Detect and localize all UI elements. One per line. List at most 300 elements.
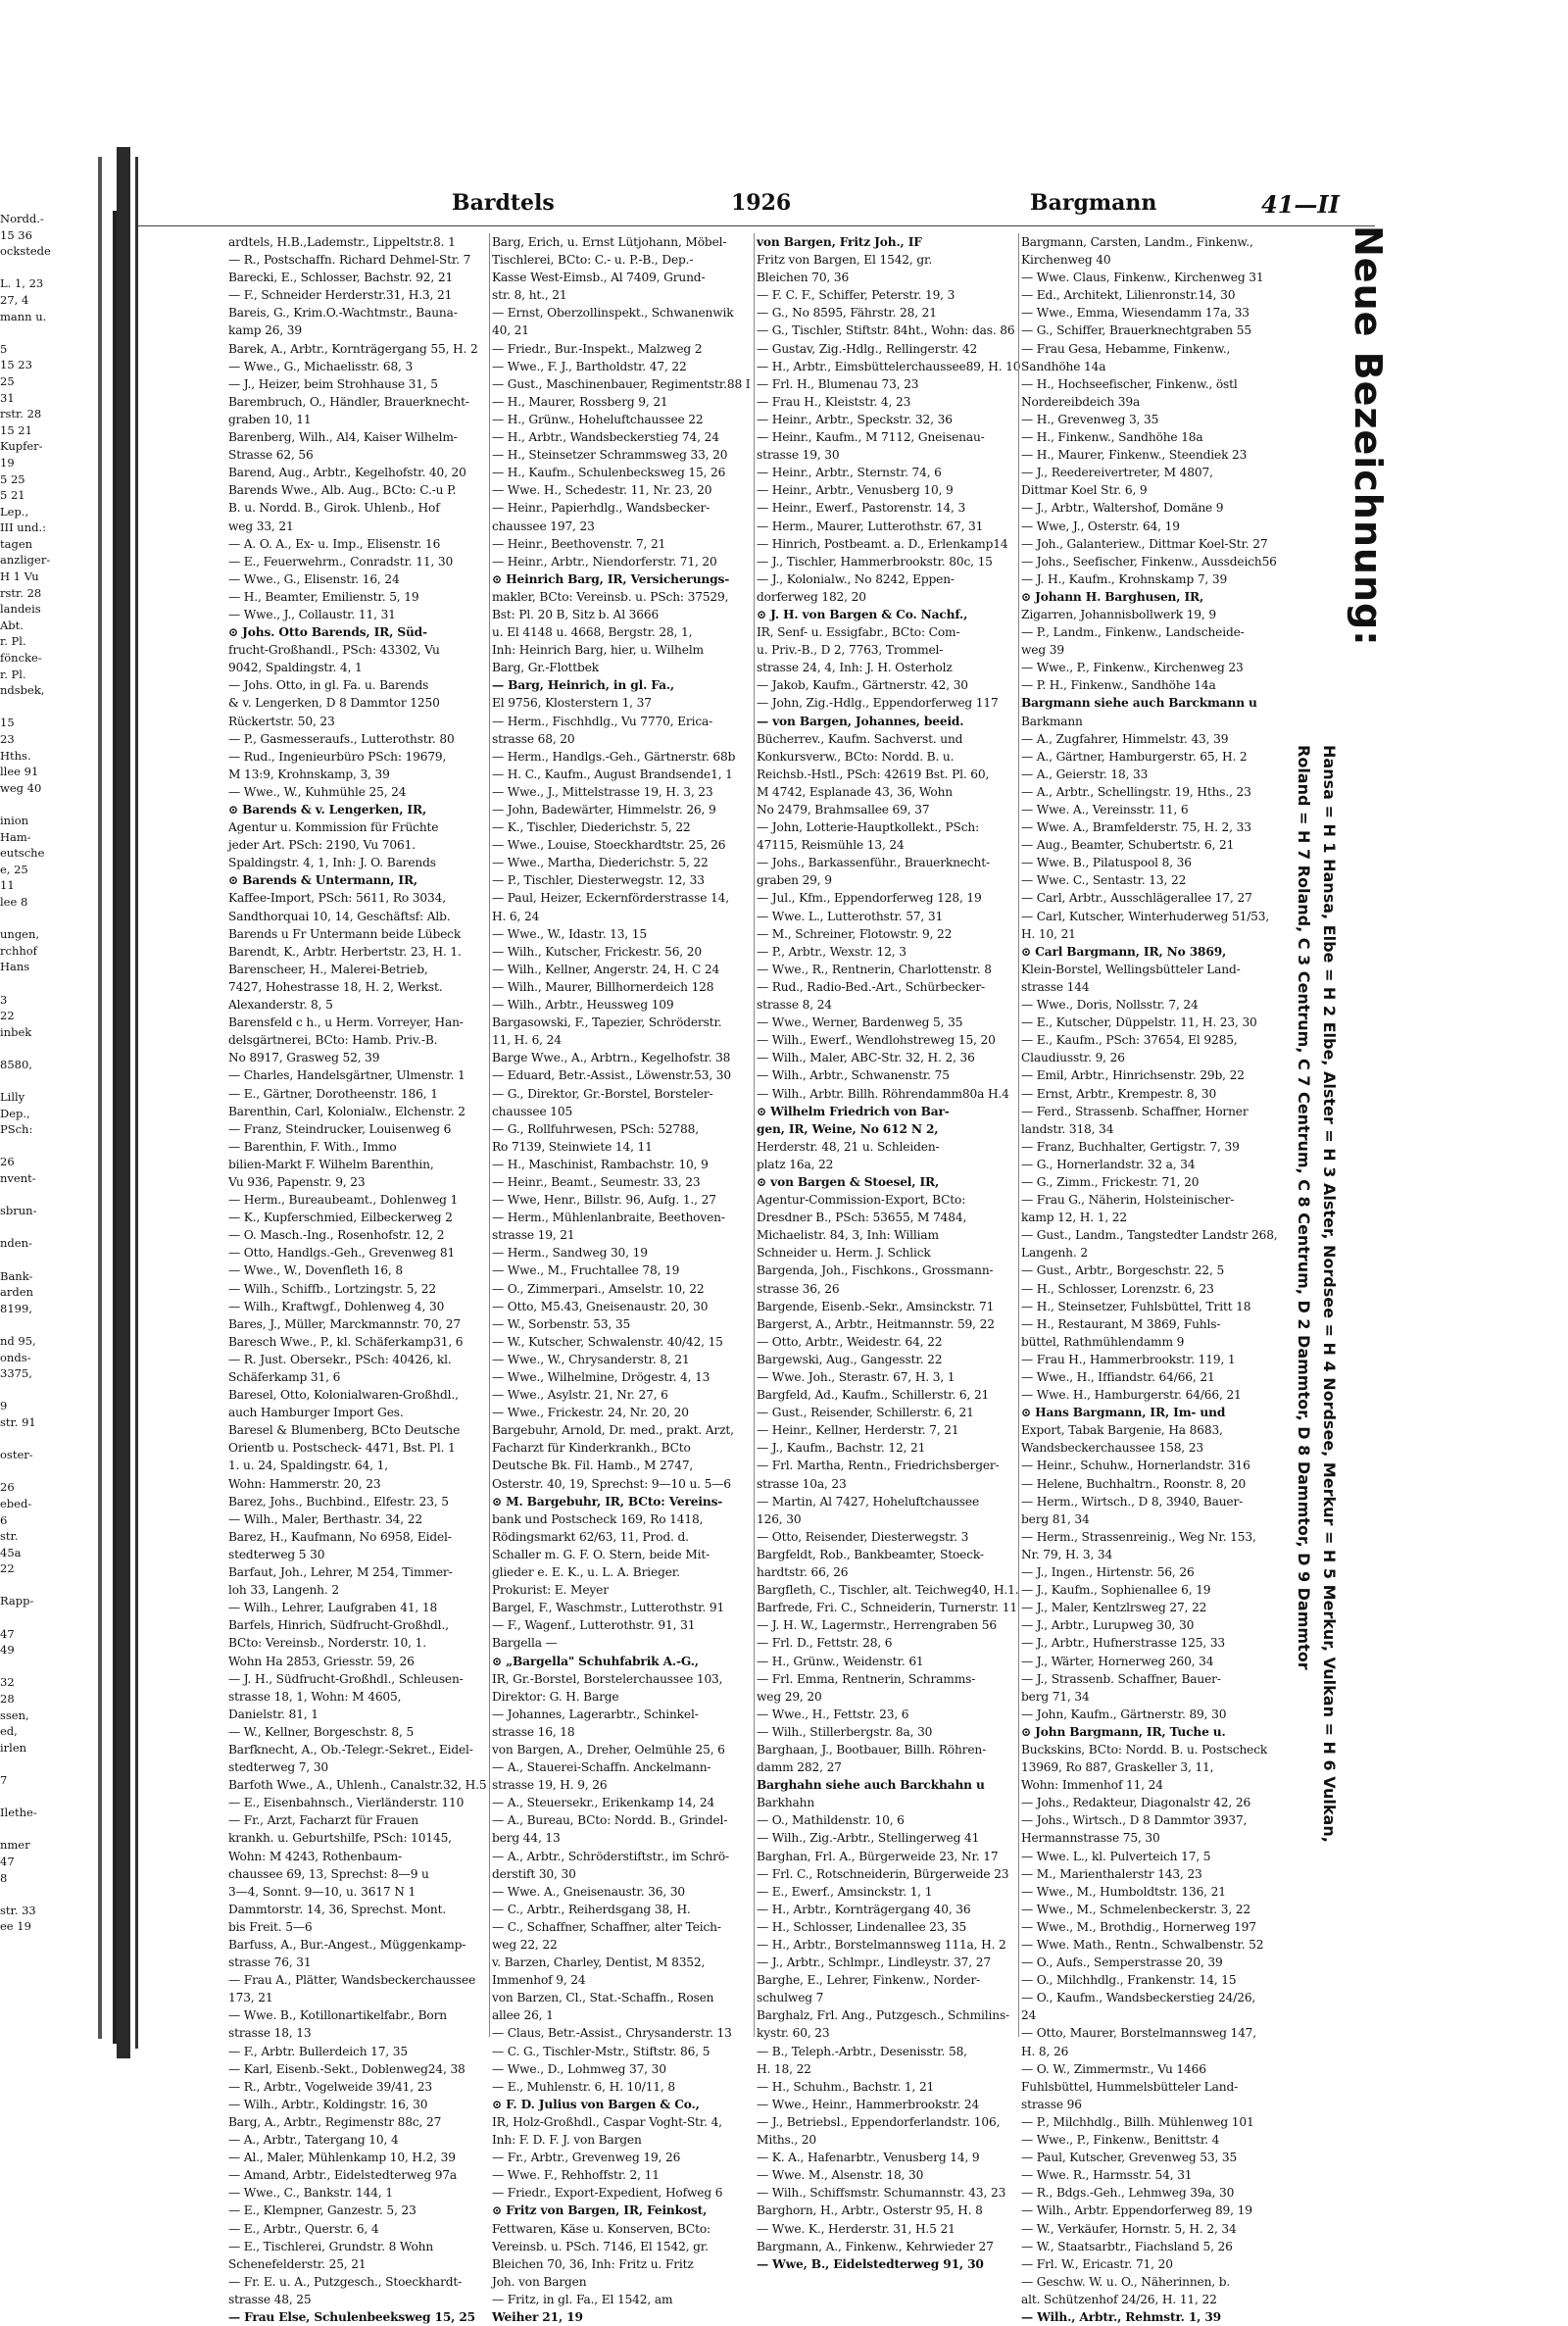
directory-entry-line: — Otto, Handlgs.-Geh., Grevenweg 81: [228, 1246, 456, 1261]
prev-page-line: 5 25: [0, 471, 25, 486]
prev-page-line: 25: [0, 373, 15, 388]
directory-entry-line: auch Hamburger Import Ges.: [228, 1406, 404, 1420]
prev-page-line: ed,: [0, 1724, 18, 1739]
prev-page-line: [0, 911, 113, 927]
directory-entry-line: Bargasowski, F., Tapezier, Schröderstr.: [492, 1015, 722, 1030]
prev-page-line: [0, 1886, 113, 1903]
directory-entry-line: — Wwe., M., Humboldtstr. 136, 21: [1021, 1884, 1226, 1899]
directory-entry-line: Wohn: M 4243, Rothenbaum-: [228, 1849, 402, 1863]
directory-entry-line: Barge Wwe., A., Arbtrn., Kegelhofstr. 38: [492, 1051, 731, 1065]
directory-entry-line: — O. W., Zimmermstr., Vu 1466: [1021, 2061, 1206, 2076]
directory-entry-line: Fuhlsbüttel, Hummelsbütteler Land-: [1021, 2079, 1239, 2094]
prev-page-line: rstr. 28: [0, 585, 42, 600]
directory-entry-line: — Amand, Arbtr., Eidelstedterweg 97a: [228, 2168, 458, 2183]
directory-entry-line: Agentur u. Kommission für Früchte: [228, 820, 439, 835]
directory-entry-line: — Wilh., Lehrer, Laufgraben 41, 18: [228, 1601, 438, 1615]
directory-entry-line: — Ed., Architekt, Lilienronstr.14, 30: [1021, 288, 1236, 303]
directory-entry-line: — H., Beamter, Emilienstr. 5, 19: [228, 589, 419, 604]
directory-entry-line: dorferweg 182, 20: [757, 589, 866, 604]
directory-entry-line: — Frau G., Näherin, Holsteinischer-: [1021, 1193, 1235, 1208]
directory-entry-line: — John, Lotterie-Hauptkollekt., PSch:: [757, 820, 980, 835]
directory-entry-line: — J. H., Südfrucht-Großhdl., Schleusen-: [228, 1671, 464, 1686]
directory-entry-line: 47115, Reismühle 13, 24: [757, 838, 905, 853]
directory-page: [135, 157, 1385, 2324]
directory-entry-line: ⊙ Heinrich Barg, IR, Versicherungs-: [492, 571, 730, 586]
directory-entry-line: — A., Bureau, BCto: Nordd. B., Grindel-: [492, 1813, 728, 1828]
directory-entry-line: Weiher 21, 19: [492, 2309, 583, 2324]
directory-entry-line: — Gust., Landm., Tangstedter Landstr 268,: [1021, 1228, 1278, 1243]
directory-entry-line: Schaller m. G. F. O. Stern, beide Mit-: [492, 1547, 710, 1561]
directory-entry-line: — H., Arbtr., Eimsbüttelerchaussee89, H. 10: [757, 359, 1021, 373]
directory-entry-line: Inh: F. D. F. J. von Bargen: [492, 2133, 642, 2148]
directory-entry-line: — C. G., Tischler-Mstr., Stiftstr. 86, 5: [492, 2044, 710, 2058]
prev-page-line: landeis: [0, 602, 41, 617]
directory-entry-line: landstr. 318, 34: [1021, 1121, 1114, 1136]
directory-entry-line: — Aug., Beamter, Schubertstr. 6, 21: [1021, 838, 1235, 853]
prev-page-line: rstr. 28: [0, 407, 42, 421]
directory-entry-line: — Paul, Heizer, Eckernförderstrasse 14,: [492, 891, 729, 906]
directory-entry-line: — H., Schuhm., Bachstr. 1, 21: [757, 2079, 935, 2094]
directory-entry-line: weg 29, 20: [757, 1689, 822, 1704]
directory-entry-line: Dittmar Koel Str. 6, 9: [1021, 483, 1148, 498]
directory-entry-line: Dresdner B., PSch: 53655, M 7484,: [757, 1211, 967, 1225]
directory-entry-line: Bleichen 70, 36, Inh: Fritz u. Fritz: [492, 2256, 694, 2271]
entries-column-3: [754, 233, 1021, 2271]
directory-entry-line: ⊙ Hans Bargmann, IR, Im- und: [1021, 1406, 1226, 1420]
directory-entry-line: — Herm., Strassenreinig., Weg Nr. 153,: [1021, 1529, 1256, 1544]
prev-page-line: [0, 1316, 113, 1333]
directory-entry-line: — Heinr., Arbtr., Sternstr. 74, 6: [757, 466, 942, 480]
prev-page-line: Dep.,: [0, 1106, 30, 1120]
directory-entry-line: ardtels, H.B.,Lademstr., Lippeltstr.8. 1: [228, 235, 456, 249]
directory-entry-line: — Wilh., Arbtr., Koldingstr. 16, 30: [228, 2097, 428, 2111]
directory-entry-line: Nr. 79, H. 3, 34: [1021, 1547, 1113, 1561]
directory-entry-line: Barez, Johs., Buchbind., Elfestr. 23, 5: [228, 1494, 449, 1509]
directory-entry-line: — P., Milchhdlg., Billh. Mühlenweg 101: [1021, 2114, 1254, 2129]
directory-entry-line: — Wwe., Louise, Stoeckhardtstr. 25, 26: [492, 838, 726, 853]
directory-entry-line: — Wwe. Claus, Finkenw., Kirchenweg 31: [1021, 271, 1264, 285]
prev-page-line: inbek: [0, 1024, 32, 1039]
directory-entry-line: — Frau Gesa, Hebamme, Finkenw.,: [1021, 341, 1231, 356]
directory-entry-line: — F., Wagenf., Lutterothstr. 91, 31: [492, 1618, 696, 1633]
prev-page-line: nmer: [0, 1838, 30, 1853]
directory-entry-line: — J., Strassenb. Schaffner, Bauer-: [1021, 1671, 1221, 1686]
directory-entry-line: — Wwe., G., Michaelisstr. 68, 3: [228, 359, 414, 373]
directory-entry-line: hardtstr. 66, 26: [757, 1565, 849, 1580]
directory-entry-line: — John, Kaufm., Gärtnerstr. 89, 30: [1021, 1707, 1227, 1721]
directory-entry-line: Bargfleth, C., Tischler, alt. Teichweg40, H.1.: [757, 1583, 1019, 1598]
prev-page-line: [0, 1658, 113, 1675]
directory-entry-line: — Herm., Bureaubeamt., Dohlenweg 1: [228, 1193, 459, 1208]
directory-entry-line: kamp 26, 39: [228, 323, 302, 338]
directory-entry-line: Wohn: Hammerstr. 20, 23: [228, 1476, 381, 1491]
prev-page-line: ee 19: [0, 1919, 31, 1934]
prev-page-line: L. 1, 23: [0, 276, 44, 291]
directory-entry-line: — Wilh., Kutscher, Frickestr. 56, 20: [492, 944, 702, 959]
directory-entry-line: ⊙ „Bargella" Schuhfabrik A.-G.,: [492, 1654, 699, 1668]
prev-page-line: ndsbek,: [0, 683, 45, 698]
directory-entry-line: glieder e. E. K., u. L. A. Brieger.: [492, 1565, 680, 1580]
directory-entry-line: — Wwe., W., Idastr. 13, 15: [492, 926, 648, 941]
directory-entry-line: Claudiusstr. 9, 26: [1021, 1051, 1125, 1065]
directory-entry-line: — H., Grevenweg 3, 35: [1021, 412, 1159, 426]
prev-page-line: 8580,: [0, 1057, 32, 1071]
directory-entry-line: Buckskins, BCto: Nordd. B. u. Postscheck: [1021, 1742, 1268, 1757]
directory-entry-line: Barghe, E., Lehrer, Finkenw., Norder-: [757, 1973, 981, 1988]
directory-entry-line: — J., Arbtr., Waltershof, Domäne 9: [1021, 501, 1224, 516]
prev-page-line: [0, 1431, 113, 1448]
directory-entry-line: — R. Just. Obersekr., PSch: 40426, kl.: [228, 1352, 452, 1366]
directory-entry-line: — B., Teleph.-Arbtr., Desenisstr. 58,: [757, 2044, 967, 2058]
directory-entry-line: — E., Arbtr., Querstr. 6, 4: [228, 2221, 379, 2236]
directory-entry-line: Rödingsmarkt 62/63, 11, Prod. d.: [492, 1529, 689, 1544]
directory-entry-line: 126, 30: [757, 1511, 802, 1526]
directory-entry-line: — K. A., Hafenarbtr., Venusberg 14, 9: [757, 2151, 980, 2165]
directory-entry-line: Barg, A., Arbtr., Regimenstr 88c, 27: [228, 2114, 442, 2129]
prev-page-line: str. 33: [0, 1903, 36, 1917]
directory-entry-line: — Frl. C., Rotschneiderin, Bürgerweide 23: [757, 1866, 1009, 1881]
directory-entry-line: graben 29, 9: [757, 873, 832, 888]
prev-page-line: [0, 1252, 113, 1268]
directory-entry-line: Vu 936, Papenstr. 9, 23: [228, 1174, 366, 1189]
prev-page-line: 11: [0, 878, 15, 893]
directory-entry-line: — Wwe. A., Gneisenaustr. 36, 30: [492, 1884, 686, 1899]
directory-entry-line: — Wwe., Werner, Bardenweg 5, 35: [757, 1015, 963, 1030]
directory-entry-line: Barg, Gr.-Flottbek: [492, 661, 599, 675]
directory-entry-line: — A., Steuersekr., Erikenkamp 14, 24: [492, 1796, 715, 1810]
directory-entry-line: — O., Kaufm., Wandsbeckerstieg 24/26,: [1021, 1991, 1256, 2005]
directory-entry-line: 3—4, Sonnt. 9—10, u. 3617 N 1: [228, 1884, 416, 1899]
directory-entry-line: — Wwe., Asylstr. 21, Nr. 27, 6: [492, 1388, 668, 1403]
directory-entry-line: — Wwe., R., Rentnerin, Charlottenstr. 8: [757, 962, 992, 976]
directory-entry-line: — E., Kutscher, Düppelstr. 11, H. 23, 30: [1021, 1015, 1257, 1030]
directory-entry-line: strasse 24, 4, Inh: J. H. Osterholz: [757, 661, 953, 675]
directory-entry-line: — Charles, Handelsgärtner, Ulmenstr. 1: [228, 1068, 466, 1083]
directory-entry-line: strasse 18, 13: [228, 2026, 312, 2041]
directory-entry-line: Hermannstrasse 75, 30: [1021, 1831, 1160, 1846]
directory-entry-line: berg 71, 34: [1021, 1689, 1090, 1704]
directory-entry-line: — A. O. A., Ex- u. Imp., Elisenstr. 16: [228, 536, 441, 551]
entries-column-4: [1018, 233, 1278, 2324]
prev-page-line: Rapp-: [0, 1594, 34, 1608]
directory-entry-line: Agentur-Commission-Export, BCto:: [757, 1193, 966, 1208]
directory-entry-line: ⊙ Johann H. Barghusen, IR,: [1021, 589, 1204, 604]
directory-entry-line: — J. H. W., Lagermstr., Herrengraben 56: [757, 1618, 998, 1633]
directory-entry-line: 11, H. 6, 24: [492, 1033, 562, 1048]
directory-entry-line: — Wwe., Emma, Wiesendamm 17a, 33: [1021, 306, 1250, 321]
directory-entry-line: — Wwe., W., Kuhmühle 25, 24: [228, 784, 407, 799]
prev-page-line: 15 23: [0, 358, 32, 372]
directory-entry-line: — F., Arbtr. Bullerdeich 17, 35: [228, 2044, 409, 2058]
directory-entry-line: Sandhöhe 14a: [1021, 359, 1106, 373]
directory-entry-line: — Wwe. A., Bramfelderstr. 75, H. 2, 33: [1021, 820, 1251, 835]
prev-page-line: [0, 260, 113, 276]
directory-entry-line: M 13:9, Krohnskamp, 3, 39: [228, 767, 390, 781]
directory-entry-line: — J., Wärter, Hornerweg 260, 34: [1021, 1654, 1214, 1668]
directory-entry-line: Inh: Heinrich Barg, hier, u. Wilhelm: [492, 643, 704, 658]
directory-entry-line: Barfknecht, A., Ob.-Telegr.-Sekret., Eidel-: [228, 1742, 473, 1757]
directory-entry-line: — H., Restaurant, M 3869, Fuhls-: [1021, 1316, 1221, 1331]
directory-entry-line: — J., Maler, Kentzlrsweg 27, 22: [1021, 1601, 1207, 1615]
directory-entry-line: — G., Rollfuhrwesen, PSch: 52788,: [492, 1121, 699, 1136]
directory-entry-line: strasse 48, 25: [228, 2292, 312, 2306]
directory-entry-line: — Wwe., P., Finkenw., Benittstr. 4: [1021, 2133, 1220, 2148]
directory-entry-line: — G., Schiffer, Brauerknechtgraben 55: [1021, 323, 1251, 338]
prev-page-line: Bank-: [0, 1268, 33, 1283]
directory-entry-line: — Wwe., M., Brothdig., Hornerweg 197: [1021, 1919, 1256, 1934]
directory-entry-line: strasse 8, 24: [757, 998, 832, 1013]
directory-entry-line: — Fr., Arbtr., Grevenweg 19, 26: [492, 2151, 681, 2165]
directory-entry-line: gen, IR, Weine, No 612 N 2,: [757, 1121, 939, 1136]
directory-entry-line: Bargende, Eisenb.-Sekr., Amsinckstr. 71: [757, 1299, 995, 1313]
directory-entry-line: — John, Badewärter, Himmelstr. 26, 9: [492, 803, 716, 817]
prev-page-line: eutsche: [0, 846, 45, 861]
directory-entry-line: Bleichen 70, 36: [757, 271, 850, 285]
directory-entry-line: — Ernst, Arbtr., Krempestr. 8, 30: [1021, 1086, 1217, 1101]
directory-entry-line: ⊙ von Bargen & Stoesel, IR,: [757, 1174, 940, 1189]
directory-entry-line: — H., Schlosser, Lorenzstr. 6, 23: [1021, 1281, 1214, 1296]
directory-entry-line: Barendt, K., Arbtr. Herbertstr. 23, H. 1.: [228, 944, 462, 959]
directory-entry-line: — H., Arbtr., Kornträgergang 40, 36: [757, 1902, 971, 1916]
directory-entry-line: Tischlerei, BCto: C.- u. P.-B., Dep.-: [492, 253, 694, 268]
directory-entry-line: — Heinr., Ewerf., Pastorenstr. 14, 3: [757, 501, 966, 516]
directory-entry-line: ⊙ Fritz von Bargen, IR, Feinkost,: [492, 2203, 708, 2218]
directory-entry-line: — Frau H., Kleiststr. 4, 23: [757, 394, 911, 409]
directory-entry-line: — Wwe., C., Bankstr. 144, 1: [228, 2186, 393, 2201]
directory-entry-line: loh 33, Langenh. 2: [228, 1583, 339, 1598]
directory-entry-line: — O. Masch.-Ing., Rosenhofstr. 12, 2: [228, 1228, 445, 1243]
prev-page-line: rchhof: [0, 943, 37, 958]
directory-entry-line: Schneider u. Herm. J. Schlick: [757, 1246, 931, 1261]
directory-entry-line: — Wilh., Arbtr., Heussweg 109: [492, 998, 674, 1013]
directory-entry-line: makler, BCto: Vereinsb. u. PSch: 37529,: [492, 589, 729, 604]
directory-entry-line: IR, Holz-Großhdl., Caspar Voght-Str. 4,: [492, 2114, 722, 2129]
directory-entry-line: Reichsb.-Hstl., PSch: 42619 Bst. Pl. 60,: [757, 767, 990, 781]
prev-page-line: lee 8: [0, 894, 28, 909]
directory-entry-line: — E., Muhlenstr. 6, H. 10/11, 8: [492, 2079, 675, 2094]
directory-entry-line: Bargmann siehe auch Barckmann u: [1021, 696, 1257, 711]
directory-entry-line: Fettwaren, Käse u. Konserven, BCto:: [492, 2221, 710, 2236]
directory-entry-line: B. u. Nordd. B., Girok. Uhlenb., Hof: [228, 501, 440, 516]
directory-entry-line: Dammtorstr. 14, 36, Sprechst. Mont.: [228, 1902, 447, 1916]
directory-entry-line: — Heinr., Arbtr., Venusberg 10, 9: [757, 483, 954, 498]
directory-entry-line: — H., Maschinist, Rambachstr. 10, 9: [492, 1157, 709, 1171]
directory-entry-line: Wandsbeckerchaussee 158, 23: [1021, 1441, 1203, 1456]
prev-page-line: [0, 1072, 113, 1089]
directory-entry-line: — Wwe. Joh., Sterastr. 67, H. 3, 1: [757, 1370, 956, 1384]
directory-entry-line: Bargfeldt, Rob., Bankbeamter, Stoeck-: [757, 1547, 984, 1561]
directory-entry-line: Direktor: G. H. Barge: [492, 1689, 619, 1704]
directory-entry-line: chaussee 105: [492, 1104, 573, 1118]
directory-entry-line: — Fritz, in gl. Fa., El 1542, am: [492, 2292, 673, 2306]
directory-entry-line: — Jakob, Kaufm., Gärtnerstr. 42, 30: [757, 678, 968, 693]
prev-page-line: 8199,: [0, 1301, 32, 1315]
prev-page-line: nd 95,: [0, 1333, 36, 1348]
directory-entry-line: Bargmann, A., Finkenw., Kehrwieder 27: [757, 2239, 994, 2253]
prev-page-line: [0, 796, 113, 813]
directory-entry-line: — Wilh., Zig.-Arbtr., Stellingerweg 41: [757, 1831, 980, 1846]
directory-entry-line: Barghalz, Frl. Ang., Putzgesch., Schmilins-: [757, 2008, 1010, 2023]
directory-entry-line: — J., Ingen., Hirtenstr. 56, 26: [1021, 1565, 1195, 1580]
directory-entry-line: — Ferd., Strassenb. Schaffner, Horner: [1021, 1104, 1249, 1118]
directory-entry-line: alt. Schützenhof 24/26, H. 11, 22: [1021, 2292, 1217, 2306]
directory-entry-line: — Carl, Kutscher, Winterhuderweg 51/53,: [1021, 909, 1270, 923]
directory-entry-line: Ro 7139, Steinwiete 14, 11: [492, 1139, 653, 1154]
directory-entry-line: — Frl. D., Fettstr. 28, 6: [757, 1636, 893, 1651]
prev-page-line: 27, 4: [0, 292, 29, 307]
directory-entry-line: 7427, Hohestrasse 18, H. 2, Werkst.: [228, 979, 443, 994]
prev-page-line: [0, 1609, 113, 1626]
directory-entry-line: — H., Schlosser, Lindenallee 23, 35: [757, 1919, 967, 1934]
directory-entry-line: — A., Stauerei-Schaffn. Anckelmann-: [492, 1760, 711, 1775]
prev-page-line: 26: [0, 1155, 15, 1169]
prev-page-line: Ham-: [0, 829, 31, 844]
page-header: [138, 186, 1375, 226]
directory-entry-line: Barghan, Frl. A., Bürgerweide 23, Nr. 17: [757, 1849, 999, 1863]
directory-entry-line: — Gust., Reisender, Schillerstr. 6, 21: [757, 1406, 974, 1420]
directory-entry-line: — J., Heizer, beim Strohhause 31, 5: [228, 376, 438, 391]
directory-entry-line: schulweg 7: [757, 1991, 824, 2005]
prev-page-line: Abt.: [0, 618, 24, 632]
prev-page-line: [0, 1382, 113, 1399]
directory-entry-line: — E., Eisenbahnsch., Vierländerstr. 110: [228, 1796, 465, 1810]
directory-entry-line: — Wwe. B., Kotillonartikelfabr., Born: [228, 2008, 447, 2023]
directory-entry-line: BCto: Vereinsb., Norderstr. 10, 1.: [228, 1636, 426, 1651]
directory-entry-line: 173, 21: [228, 1991, 273, 2005]
directory-entry-line: Barek, A., Arbtr., Kornträgergang 55, H. 2: [228, 341, 478, 356]
prev-page-line: weg 40: [0, 780, 42, 795]
directory-entry-line: allee 26, 1: [492, 2008, 554, 2023]
directory-entry-line: — Wwe. L., kl. Pulverteich 17, 5: [1021, 1849, 1211, 1863]
sidebar-exchange-line-2: Roland = H 7 Roland, C 3 Centrum, C 7 Centrum, C 8 Centrum, D 2 Dammtor, D 8 Dammtor, D 9 Dammtor: [1295, 745, 1313, 1670]
directory-entry-line: — J., Kolonialw., No 8242, Eppen-: [757, 571, 955, 586]
directory-entry-line: — H., Arbtr., Wandsbeckerstieg 74, 24: [492, 430, 719, 445]
directory-entry-line: — Wwe. A., Vereinsstr. 11, 6: [1021, 803, 1189, 817]
directory-entry-line: graben 10, 11: [228, 412, 312, 426]
prev-page-line: 22: [0, 1009, 15, 1023]
directory-entry-line: strasse 76, 31: [228, 1955, 312, 1970]
prev-page-line: [0, 1187, 113, 1204]
directory-entry-line: — Johs., Seefischer, Finkenw., Aussdeich56: [1021, 554, 1277, 569]
directory-entry-line: — Wilh., Arbtr. Billh. Röhrendamm80a H.4: [757, 1086, 1009, 1101]
directory-entry-line: Barghorn, H., Arbtr., Osterstr 95, H. 8: [757, 2203, 983, 2218]
directory-entry-line: Zigarren, Johannisbollwerk 19, 9: [1021, 607, 1216, 621]
directory-entry-line: IR, Gr.-Borstel, Borstelerchaussee 103,: [492, 1671, 723, 1686]
prev-page-line: ebed-: [0, 1496, 32, 1510]
page-gutter-shadow: [98, 157, 102, 2039]
directory-entry-line: — P., Landm., Finkenw., Landscheide-: [1021, 625, 1245, 640]
directory-entry-line: No 2479, Brahmsallee 69, 37: [757, 803, 930, 817]
directory-entry-line: Kirchenweg 40: [1021, 253, 1111, 268]
directory-entry-line: — Wwe. F., Rehhoffstr. 2, 11: [492, 2168, 660, 2183]
directory-entry-line: — Wwe. K., Herderstr. 31, H.5 21: [757, 2221, 956, 2236]
directory-entry-line: Danielstr. 81, 1: [228, 1707, 318, 1721]
directory-entry-line: strasse 36, 26: [757, 1281, 840, 1296]
header-page-number: 41—II: [1261, 190, 1340, 219]
directory-entry-line: strasse 144: [1021, 979, 1090, 994]
directory-entry-line: frucht-Großhandl., PSch: 43302, Vu: [228, 643, 440, 658]
directory-entry-line: — Gustav, Zig.-Hdlg., Rellingerstr. 42: [757, 341, 978, 356]
prev-page-line: PSch:: [0, 1122, 33, 1137]
directory-entry-line: — Frl. H., Blumenau 73, 23: [757, 376, 919, 391]
directory-entry-line: — Johs. Otto, in gl. Fa. u. Barends: [228, 678, 429, 693]
directory-entry-line: — H., Finkenw., Sandhöhe 18a: [1021, 430, 1203, 445]
directory-entry-line: berg 44, 13: [492, 1831, 561, 1846]
directory-entry-line: Barfuss, A., Bur.-Angest., Müggenkamp-: [228, 1938, 466, 1952]
directory-entry-line: Wohn Ha 2853, Griesstr. 59, 26: [228, 1654, 415, 1668]
directory-entry-line: Alexanderstr. 8, 5: [228, 998, 333, 1013]
directory-entry-line: Barez, H., Kaufmann, No 6958, Eidel-: [228, 1529, 452, 1544]
directory-entry-line: — O., Mathildenstr. 10, 6: [757, 1813, 905, 1828]
prev-page-line: [0, 1821, 113, 1838]
directory-entry-line: — Wwe., Wilhelmine, Drögestr. 4, 13: [492, 1370, 710, 1384]
directory-entry-line: — Wwe., Heinr., Hammerbrookstr. 24: [757, 2097, 980, 2111]
prev-page-line: 31: [0, 390, 15, 405]
prev-page-line: ssen,: [0, 1707, 29, 1722]
prev-page-line: 28: [0, 1692, 15, 1707]
directory-entry-line: — G., No 8595, Fährstr. 28, 21: [757, 306, 937, 321]
directory-entry-line: — Wwe., M., Fruchtallee 78, 19: [492, 1263, 680, 1278]
directory-entry-line: — Wwe, Henr., Billstr. 96, Aufg. 1., 27: [492, 1193, 716, 1208]
directory-entry-line: 13969, Ro 887, Graskeller 3, 11,: [1021, 1760, 1214, 1775]
directory-entry-line: ⊙ Barends & Untermann, IR,: [228, 873, 418, 888]
directory-entry-line: Bargmann, Carsten, Landm., Finkenw.,: [1021, 235, 1253, 249]
directory-entry-line: strasse 68, 20: [492, 731, 575, 746]
directory-entry-line: — Herm., Maurer, Lutterothstr. 67, 31: [757, 519, 984, 533]
directory-entry-line: — H., Steinsetzer Schrammsweg 33, 20: [492, 448, 728, 463]
directory-entry-line: — Wwe., J., Mittelstrasse 19, H. 3, 23: [492, 784, 713, 799]
directory-entry-line: — Johs., Barkassenführ., Brauerknecht-: [757, 856, 990, 870]
directory-entry-line: 9042, Spaldingstr. 4, 1: [228, 661, 363, 675]
directory-entry-line: weg 39: [1021, 643, 1064, 658]
directory-entry-line: Bargfeld, Ad., Kaufm., Schillerstr. 6, 21: [757, 1388, 990, 1403]
book-binding-gutter: [117, 147, 130, 2058]
directory-entry-line: — Rud., Radio-Bed.-Art., Schürbecker-: [757, 979, 986, 994]
directory-entry-line: Barghahn siehe auch Barckhahn u: [757, 1778, 985, 1793]
directory-entry-line: — Otto, Arbtr., Weidestr. 64, 22: [757, 1334, 943, 1349]
directory-entry-line: — R., Arbtr., Vogelweide 39/41, 23: [228, 2079, 432, 2094]
directory-entry-line: — Frau A., Plätter, Wandsbeckerchaussee: [228, 1973, 476, 1988]
prev-page-line: [0, 1756, 113, 1772]
prev-page-line: r. Pl.: [0, 667, 26, 681]
directory-entry-line: — Wilh., Maler, ABC-Str. 32, H. 2, 36: [757, 1051, 975, 1065]
directory-entry-line: Barfrede, Fri. C., Schneiderin, Turnerstr. 11: [757, 1601, 1017, 1615]
directory-entry-line: — Wwe. M., Alsenstr. 18, 30: [757, 2168, 924, 2183]
directory-entry-line: — G., Zimm., Frickestr. 71, 20: [1021, 1174, 1200, 1189]
directory-entry-line: — Wwe., G., Elisenstr. 16, 24: [228, 571, 400, 586]
directory-entry-line: — H., Arbtr., Borstelmannsweg 111a, H. 2: [757, 1938, 1006, 1952]
directory-entry-line: — Rud., Ingenieurbüro PSch: 19679,: [228, 749, 447, 764]
directory-entry-line: — Wilh., Kraftwgf., Dohlenweg 4, 30: [228, 1299, 445, 1313]
directory-entry-line: strasse 18, 1, Wohn: M 4605,: [228, 1689, 402, 1704]
prev-page-line: H 1 Vu: [0, 569, 39, 584]
prev-page-line: mann u.: [0, 309, 47, 323]
sidebar-title: Neue Bezeichnung:: [1347, 225, 1390, 647]
prev-page-line: tagen: [0, 536, 33, 551]
directory-entry-line: — Wwe., Doris, Nollsstr. 7, 24: [1021, 998, 1199, 1013]
directory-entry-line: — Wwe. L., Lutterothstr. 57, 31: [757, 909, 944, 923]
directory-entry-line: Barenthin, Carl, Kolonialw., Elchenstr. 2: [228, 1104, 466, 1118]
directory-entry-line: — J., Arbtr., Schlmpr., Lindleystr. 37, 27: [757, 1955, 991, 1970]
directory-entry-line: Joh. von Bargen: [492, 2274, 587, 2289]
directory-entry-line: — Frau H., Hammerbrookstr. 119, 1: [1021, 1352, 1236, 1366]
prev-page-line: 3375,: [0, 1366, 32, 1381]
directory-entry-line: — W., Staatsarbtr., Fiachsland 5, 26: [1021, 2239, 1233, 2253]
directory-entry-line: — P., Arbtr., Wexstr. 12, 3: [757, 944, 906, 959]
directory-entry-line: Konkursverw., BCto: Nordd. B. u.: [757, 749, 955, 764]
directory-entry-line: — A., Arbtr., Schröderstiftstr., im Schrö-: [492, 1849, 729, 1863]
directory-entry-line: — H. C., Kaufm., August Brandsende1, 1: [492, 767, 733, 781]
